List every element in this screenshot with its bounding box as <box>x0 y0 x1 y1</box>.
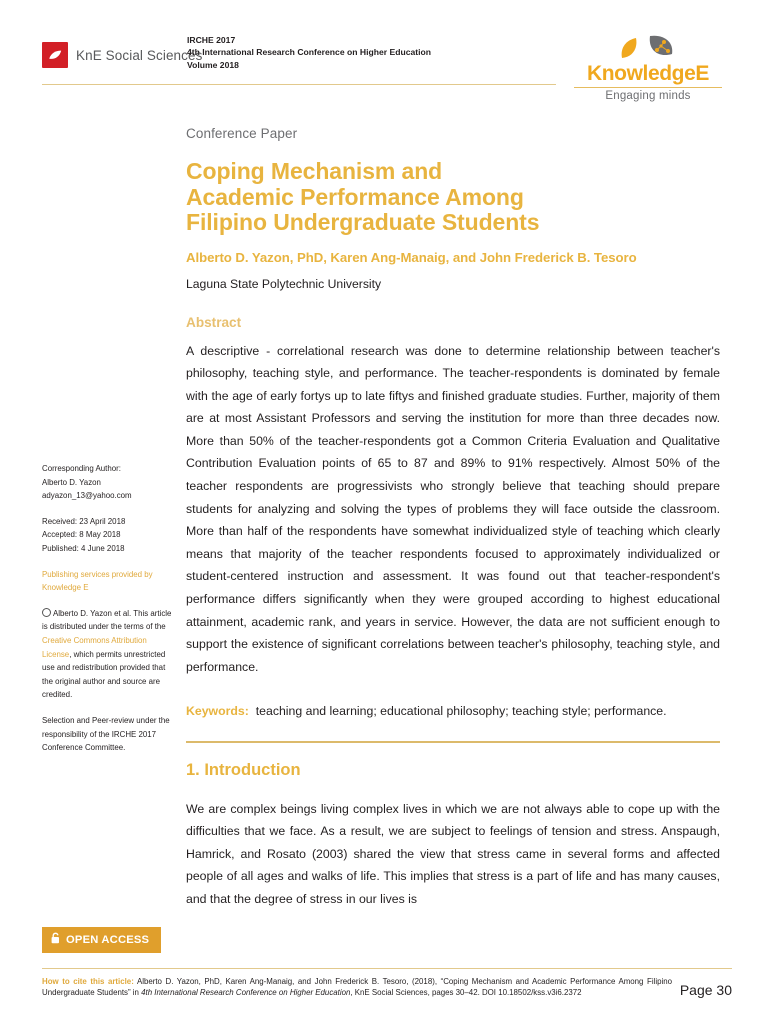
copyright-icon <box>42 608 51 617</box>
corresponding-author-email[interactable]: adyazon_13@yahoo.com <box>42 491 132 501</box>
citation-part-2: , KnE Social Sciences, pages 30–42. DOI 10.18502/kss.v3i6.2372 <box>350 988 582 998</box>
knowledge-e-leaf-icon <box>572 32 724 62</box>
keywords-label: Keywords: <box>186 704 249 719</box>
header-divider <box>42 84 556 85</box>
abstract-heading: Abstract <box>186 314 242 330</box>
peer-review-text: Selection and Peer-review under the responsibility of the IRCHE 2017 Conference Committee. <box>42 715 170 753</box>
citation-footer <box>42 976 672 999</box>
date-accepted: Accepted: 8 May 2018 <box>42 530 121 540</box>
publishing-services-line2: Knowledge E <box>42 583 89 593</box>
knowledge-e-name-part2: E <box>695 62 709 85</box>
section-1-heading: 1. Introduction <box>186 760 301 779</box>
peer-review-block <box>42 714 174 755</box>
page-header <box>42 34 732 102</box>
license-text-part1: Alberto D. Yazon et al. This article is distributed under the terms of the <box>42 608 172 632</box>
knowledge-e-wordmark <box>572 62 724 86</box>
conference-metadata <box>187 34 431 71</box>
article-type-kicker: Conference Paper <box>186 126 298 141</box>
author-affiliation: Laguna State Polytechnic University <box>186 276 382 291</box>
knowledge-e-underline <box>574 87 722 88</box>
knowledge-e-logo <box>572 32 724 102</box>
title-line-1: Coping Mechanism and <box>186 158 443 184</box>
conference-subtitle: 4th International Research Conference on Higher Education <box>187 47 432 58</box>
conference-volume: Volume 2018 <box>187 59 239 70</box>
article-main-column <box>186 126 720 910</box>
section-divider <box>186 741 720 743</box>
knowledge-e-tagline: Engaging minds <box>605 90 691 102</box>
kne-social-sciences-logo <box>42 42 202 68</box>
page-number: Page 30 <box>679 982 732 998</box>
page-title <box>186 159 720 236</box>
publishing-services-block <box>42 568 174 595</box>
date-received: Received: 23 April 2018 <box>42 516 126 526</box>
author-list: Alberto D. Yazon, PhD, Karen Ang-Manaig, and John Frederick B. Tesoro <box>186 249 637 265</box>
lock-open-icon <box>51 932 61 947</box>
citation-part-1: Alberto D. Yazon, PhD, Karen Ang-Manaig, and John Frederick B. Tesoro, (2018), “Coping Mechanism and Academic Performance Among Filipino Undergraduate Students” in <box>42 977 672 998</box>
open-access-label: OPEN ACCESS <box>66 933 150 946</box>
title-line-2: Academic Performance Among <box>186 183 524 210</box>
keywords-value: teaching and learning; educational philosophy; teaching style; performance. <box>255 704 667 719</box>
license-block <box>42 607 174 702</box>
date-published: Published: 4 June 2018 <box>42 543 125 553</box>
conference-name: IRCHE 2017 <box>187 35 236 45</box>
title-line-3: Filipino Undergraduate Students <box>186 209 540 235</box>
knowledge-e-name-part1: Knowledge <box>586 62 696 85</box>
citation-source-title: 4th International Research Conference on Higher Education <box>141 988 351 998</box>
creative-commons-link[interactable]: Creative Commons Attribution License <box>42 635 147 659</box>
license-text-part2: , which permits unrestricted use and redistribution provided that the original author and source are credited. <box>42 649 166 700</box>
footer-divider <box>42 968 732 969</box>
open-access-badge[interactable] <box>42 927 161 953</box>
kne-leaf-mark-icon <box>42 42 68 68</box>
corresponding-author-block <box>42 462 174 503</box>
abstract-body: A descriptive - correlational research was done to determine relationship between teacher's philosophy, teaching style, and performance. The teacher-respondents is dominated by female with the age of early fortys up to late fiftys and finished graduate studies. Further, majority of them are at most Assistant Professors and serving the institution for more than three decades now. More than 50% of the teacher-respondents got a Common Criteria Evaluation and Qualitative Contribution Evaluation points of 65 to 87 and 89% to 91% respectively. Almost 50% of the teacher respondents are progressivists who strongly believe that teaching should prepare students for analyzing and solving the types of problems they will face outside the classroom. More than half of the respondents have somewhat individualized style of teaching which clearly means that majority of the teacher respondents focused to approximately individualized or student-centered instruction and assessment. It was found out that teacher-respondent's performance differs significantly when they were grouped according to highest educational attainment, academic rank, and years in service. However, the data are not sufficient enough to support the existence of significant correlations between teacher's philosophy, teaching style, and performance. <box>186 343 720 674</box>
corresponding-author-label: Corresponding Author: <box>42 464 121 473</box>
article-sidebar <box>42 462 174 755</box>
kne-wordmark-label: KnE Social Sciences <box>76 47 203 63</box>
publishing-services-line1: Publishing services provided by <box>42 569 153 579</box>
corresponding-author-name: Alberto D. Yazon <box>42 477 101 487</box>
section-1-body: We are complex beings living complex lives in which we are not always able to cope up with the difficulties that we face. As a result, we are subject to feelings of tension and stress. Anspaugh, Hamrick, and Rosato (2003) shared the view that stress came in several forms and affected people of all ages and walks of life. This implies that stress is a part of life and has many causes, and that the degree of stress in our lives is <box>186 801 720 906</box>
how-to-cite-label: How to cite this article: <box>42 977 134 986</box>
article-dates-block <box>42 515 174 556</box>
keywords-row <box>186 700 720 723</box>
